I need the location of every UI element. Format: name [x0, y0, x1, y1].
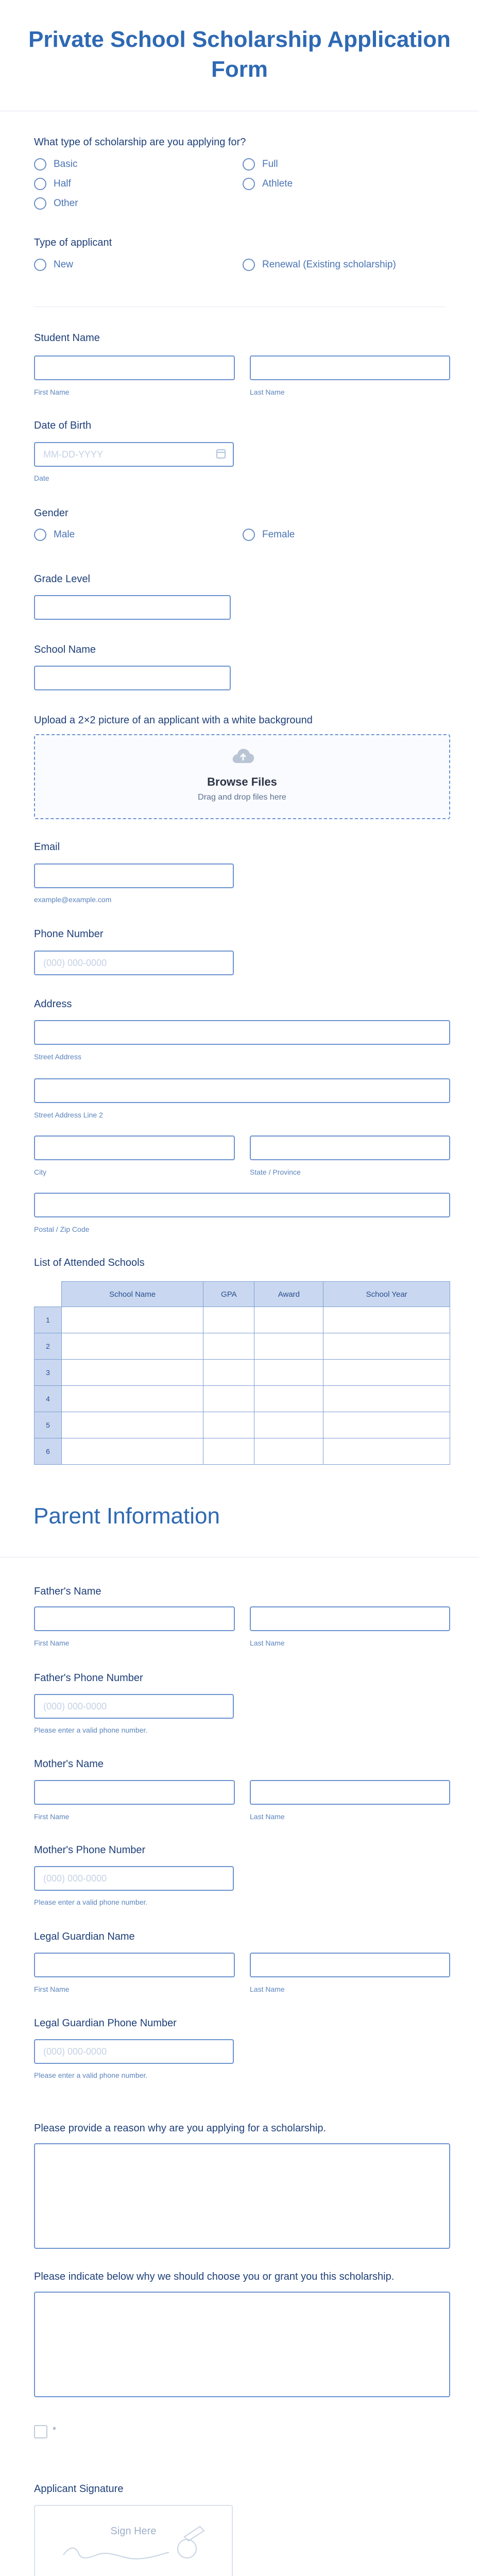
father-phone-hint: Please enter a valid phone number.: [34, 1726, 148, 1734]
radio-circle[interactable]: [34, 158, 46, 171]
row-number: 2: [35, 1333, 62, 1360]
radio-female[interactable]: [243, 529, 295, 541]
guardian-phone-input[interactable]: [34, 2039, 234, 2064]
table-row: [35, 1360, 450, 1386]
radio-circle[interactable]: [243, 178, 255, 190]
row-number: 6: [35, 1438, 62, 1465]
form-title-line2: Form: [211, 57, 268, 82]
table-cell[interactable]: [323, 1438, 450, 1465]
first-name-sublabel: First Name: [34, 388, 70, 396]
street-address-sublabel: Street Address: [34, 1053, 81, 1061]
address-label: Address: [34, 998, 72, 1010]
table-cell[interactable]: [62, 1307, 203, 1333]
browse-files-label: Browse Files: [207, 775, 277, 788]
table-cell[interactable]: [323, 1307, 450, 1333]
mother-phone-label: Mother's Phone Number: [34, 1844, 146, 1856]
grade-label: Grade Level: [34, 573, 90, 585]
table-cell[interactable]: [203, 1386, 254, 1412]
phone-placeholder: (000) 000-0000: [43, 958, 107, 968]
table-cell[interactable]: [254, 1333, 323, 1360]
school-input[interactable]: [34, 666, 231, 690]
guardian-phone-hint: Please enter a valid phone number.: [34, 2071, 148, 2079]
state-sublabel: State / Province: [250, 1168, 301, 1176]
calendar-icon[interactable]: [216, 449, 226, 459]
radio-new[interactable]: [34, 259, 73, 271]
table-header-row: [35, 1282, 450, 1307]
table-cell[interactable]: [254, 1438, 323, 1465]
phone-placeholder: (000) 000-0000: [43, 1701, 107, 1711]
table-row: [35, 1333, 450, 1360]
radio-athlete[interactable]: [243, 178, 293, 190]
grade-input[interactable]: [34, 595, 231, 620]
drag-drop-hint: Drag and drop files here: [198, 793, 286, 802]
table-cell[interactable]: [62, 1438, 203, 1465]
table-cell[interactable]: [323, 1386, 450, 1412]
father-phone-input[interactable]: [34, 1694, 234, 1719]
table-cell[interactable]: [254, 1412, 323, 1438]
table-cell[interactable]: [254, 1360, 323, 1386]
table-cell[interactable]: [323, 1360, 450, 1386]
applicant-type-label: Type of applicant: [34, 237, 112, 248]
radio-renewal[interactable]: [243, 259, 396, 271]
city-input[interactable]: [34, 1136, 235, 1160]
table-row: [35, 1412, 450, 1438]
street-address-2-input[interactable]: [34, 1078, 450, 1103]
radio-circle[interactable]: [243, 529, 255, 541]
signature-pad[interactable]: [34, 2505, 233, 2576]
column-header: Award: [254, 1282, 323, 1307]
mother-name-label: Mother's Name: [34, 1758, 104, 1770]
radio-label: Full: [262, 159, 278, 170]
radio-circle[interactable]: [243, 259, 255, 271]
table-cell[interactable]: [62, 1412, 203, 1438]
reason-label: Please provide a reason why are you applying for a scholarship.: [34, 2123, 326, 2134]
phone-placeholder: (000) 000-0000: [43, 1873, 107, 1884]
gender-label: Gender: [34, 507, 69, 519]
guardian-last-name-input[interactable]: [250, 1953, 450, 1977]
guardian-name-label: Legal Guardian Name: [34, 1931, 135, 1942]
student-last-name-input[interactable]: [250, 355, 450, 380]
reason-textarea[interactable]: [34, 2143, 450, 2249]
signature-label: Applicant Signature: [34, 2483, 124, 2495]
radio-half[interactable]: [34, 178, 71, 190]
table-cell[interactable]: [203, 1360, 254, 1386]
file-upload-area[interactable]: [34, 734, 450, 819]
radio-label: Athlete: [262, 178, 293, 189]
phone-placeholder: (000) 000-0000: [43, 2046, 107, 2057]
table-cell[interactable]: [62, 1360, 203, 1386]
radio-label: Half: [54, 178, 71, 189]
radio-label: Basic: [54, 159, 78, 170]
email-sublabel: example@example.com: [34, 895, 112, 904]
table-cell[interactable]: [203, 1412, 254, 1438]
row-number: 4: [35, 1386, 62, 1412]
table-row: [35, 1438, 450, 1465]
photo-label: Upload a 2×2 picture of an applicant with a white background: [34, 715, 313, 726]
radio-label: Other: [54, 198, 78, 209]
table-cell[interactable]: [62, 1333, 203, 1360]
mother-first-name-input[interactable]: [34, 1780, 235, 1805]
father-last-name-input[interactable]: [250, 1606, 450, 1631]
radio-label: New: [54, 259, 74, 270]
last-name-sublabel: Last Name: [250, 388, 285, 396]
dob-placeholder: MM-DD-YYYY: [43, 449, 103, 460]
father-name-label: Father's Name: [34, 1586, 101, 1597]
schools-table: [34, 1281, 450, 1465]
state-input[interactable]: [250, 1136, 450, 1160]
street-address-2-sublabel: Street Address Line 2: [34, 1111, 103, 1119]
why-choose-textarea[interactable]: [34, 2292, 450, 2397]
last-name-sublabel: Last Name: [250, 1812, 285, 1821]
radio-circle[interactable]: [243, 158, 255, 171]
column-header: School Year: [323, 1282, 450, 1307]
column-header: GPA: [203, 1282, 254, 1307]
table-cell[interactable]: [254, 1307, 323, 1333]
table-row: [35, 1386, 450, 1412]
father-phone-label: Father's Phone Number: [34, 1672, 143, 1684]
first-name-sublabel: First Name: [34, 1985, 70, 1993]
dob-label: Date of Birth: [34, 420, 92, 431]
sign-here-hint: Sign Here: [110, 2526, 157, 2537]
father-first-name-input[interactable]: [34, 1606, 235, 1631]
table-cell[interactable]: [323, 1412, 450, 1438]
table-cell[interactable]: [203, 1307, 254, 1333]
column-header: School Name: [62, 1282, 203, 1307]
radio-circle[interactable]: [34, 529, 46, 541]
radio-label: Renewal (Existing scholarship): [262, 259, 396, 270]
guardian-first-name-input[interactable]: [34, 1953, 235, 1977]
mother-last-name-input[interactable]: [250, 1780, 450, 1805]
dob-sublabel: Date: [34, 474, 49, 482]
phone-label: Phone Number: [34, 928, 104, 940]
table-cell[interactable]: [62, 1386, 203, 1412]
email-label: Email: [34, 841, 60, 853]
agree-checkbox[interactable]: [34, 2425, 47, 2438]
radio-label: Male: [54, 529, 75, 540]
table-corner-cell: [35, 1282, 62, 1307]
schools-table-label: List of Attended Schools: [34, 1257, 145, 1268]
first-name-sublabel: First Name: [34, 1639, 70, 1647]
cloud-upload-icon: [231, 747, 255, 764]
mother-phone-input[interactable]: [34, 1866, 234, 1891]
row-number: 5: [35, 1412, 62, 1438]
required-mark: *: [53, 2425, 57, 2435]
street-address-input[interactable]: [34, 1020, 450, 1045]
student-name-label: Student Name: [34, 332, 100, 344]
first-name-sublabel: First Name: [34, 1812, 70, 1821]
radio-circle[interactable]: [34, 197, 46, 210]
last-name-sublabel: Last Name: [250, 1985, 285, 1993]
radio-label: Female: [262, 529, 295, 540]
table-row: [35, 1307, 450, 1333]
school-label: School Name: [34, 644, 96, 655]
mother-phone-hint: Please enter a valid phone number.: [34, 1898, 148, 1906]
form-title: [21, 25, 458, 84]
radio-other[interactable]: [34, 197, 78, 210]
parent-info-heading: Parent Information: [33, 1503, 220, 1529]
last-name-sublabel: Last Name: [250, 1639, 285, 1647]
radio-full[interactable]: [243, 158, 278, 171]
table-cell[interactable]: [254, 1386, 323, 1412]
email-input[interactable]: [34, 863, 234, 888]
guardian-phone-label: Legal Guardian Phone Number: [34, 2018, 177, 2029]
zip-sublabel: Postal / Zip Code: [34, 1225, 90, 1233]
phone-input[interactable]: [34, 951, 234, 975]
dob-input[interactable]: [34, 442, 234, 467]
radio-circle[interactable]: [34, 259, 46, 271]
row-number: 1: [35, 1307, 62, 1333]
city-sublabel: City: [34, 1168, 47, 1176]
radio-male[interactable]: [34, 529, 75, 541]
table-cell[interactable]: [203, 1333, 254, 1360]
row-number: 3: [35, 1360, 62, 1386]
why-choose-label: Please indicate below why we should choose you or grant you this scholarship.: [34, 2271, 395, 2282]
zip-input[interactable]: [34, 1193, 450, 1217]
radio-basic[interactable]: [34, 158, 77, 171]
table-cell[interactable]: [203, 1438, 254, 1465]
form-title-line1: Private School Scholarship Application: [28, 27, 451, 52]
scholarship-type-label: What type of scholarship are you applying for?: [34, 137, 246, 148]
table-cell[interactable]: [323, 1333, 450, 1360]
radio-circle[interactable]: [34, 178, 46, 190]
student-first-name-input[interactable]: [34, 355, 235, 380]
